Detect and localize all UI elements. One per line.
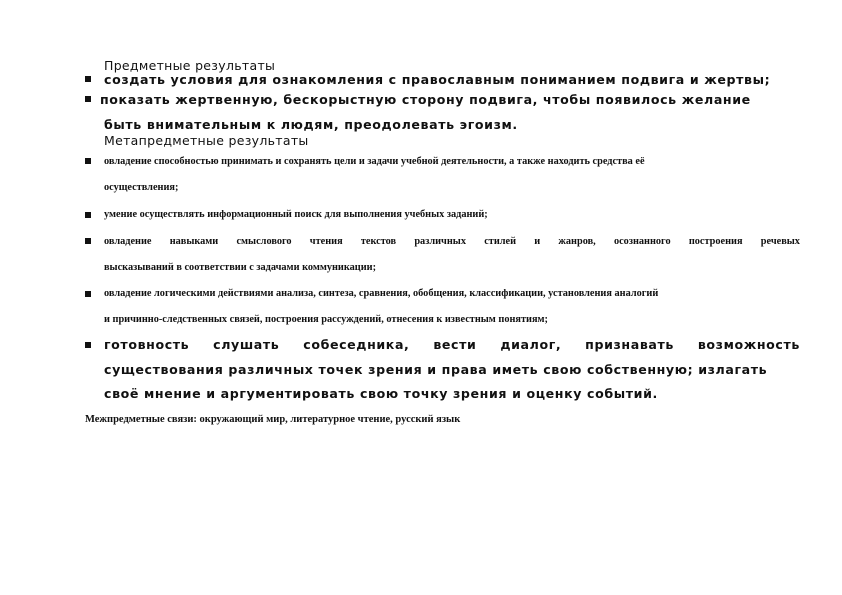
interdisciplinary-links: Межпредметные связи: окружающий мир, литературное чтение, русский язык — [85, 414, 461, 425]
justified-word: смыслового — [236, 236, 292, 247]
justified-word: стилей — [484, 236, 517, 247]
meta-item-1-line-1: овладение способностью принимать и сохранять цели и задачи учебной деятельности, а также находить средства её — [104, 156, 645, 167]
subject-item-2-line-1: показать жертвенную, бескорыстную сторону подвига, чтобы появилось желание — [100, 92, 751, 107]
meta-item-2-line-1: умение осуществлять информационный поиск для выполнения учебных заданий; — [104, 209, 488, 220]
justified-word: признавать — [585, 337, 674, 352]
meta-item-3-line-1 — [104, 236, 800, 247]
justified-word: текстов — [360, 236, 397, 247]
bullet-icon — [85, 238, 91, 244]
meta-item-5-line-2: существования различных точек зрения и права иметь свою собственную; излагать — [104, 362, 768, 377]
justified-word: построения — [688, 236, 743, 247]
justified-word: возможность — [697, 337, 800, 352]
bullet-icon — [85, 291, 91, 297]
justified-word: готовность — [104, 337, 190, 352]
bullet-icon — [85, 158, 91, 164]
meta-item-5-line-3: своё мнение и аргументировать свою точку зрения и оценку событий. — [104, 386, 658, 401]
subject-results-heading: Предметные результаты — [104, 58, 276, 73]
meta-item-1-line-2: осуществления; — [104, 182, 179, 193]
justified-word: слушать — [213, 337, 280, 352]
justified-word: навыками — [169, 236, 219, 247]
meta-item-3-line-2: высказываний в соответствии с задачами коммуникации; — [104, 262, 377, 273]
bullet-icon — [85, 76, 91, 82]
bullet-icon — [85, 342, 91, 348]
justified-word: речевых — [760, 236, 800, 247]
justified-word: собеседника, — [303, 337, 410, 352]
justified-word: различных — [414, 236, 466, 247]
subject-item-2-line-2: быть внимательным к людям, преодолевать эгоизм. — [104, 117, 518, 132]
justified-word: вести — [433, 337, 477, 352]
meta-results-heading: Метапредметные результаты — [104, 133, 309, 148]
justified-word: чтения — [309, 236, 343, 247]
meta-item-5-line-1 — [104, 337, 800, 352]
subject-item-1-line-1: создать условия для ознакомления с православным пониманием подвига и жертвы; — [104, 72, 771, 87]
justified-word: осознанного — [613, 236, 671, 247]
justified-word: и — [534, 236, 541, 247]
justified-word: овладение — [104, 236, 152, 247]
justified-word: жанров, — [558, 236, 596, 247]
meta-item-4-line-1: овладение логическими действиями анализа, синтеза, сравнения, обобщения, классификации, установления аналогий — [104, 288, 659, 299]
bullet-icon — [85, 212, 91, 218]
bullet-icon — [85, 96, 91, 102]
justified-word: диалог, — [500, 337, 562, 352]
meta-item-4-line-2: и причинно-следственных связей, построения рассуждений, отнесения к известным понятиям; — [104, 314, 548, 325]
